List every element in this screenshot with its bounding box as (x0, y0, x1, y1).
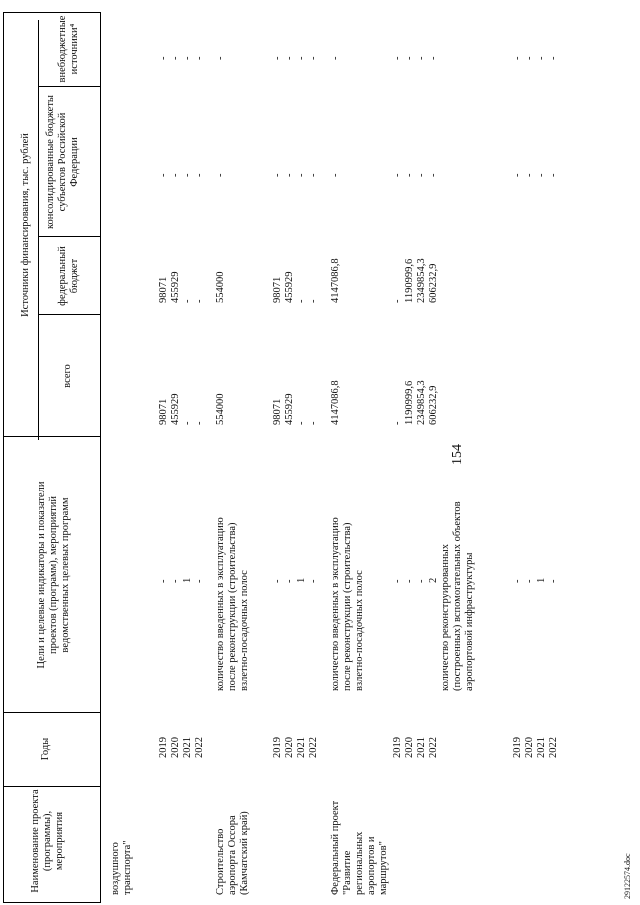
row-goal: - (548, 579, 559, 583)
row-regional: - (182, 173, 193, 177)
row-goal: - (272, 579, 283, 583)
row-total: - (392, 421, 403, 425)
row-goal: 2 (428, 577, 439, 583)
row-goal: - (416, 579, 427, 583)
col-divider-reg-ext (38, 86, 101, 87)
row-goal: - (158, 579, 169, 583)
row-extra: - (194, 56, 205, 60)
row-federal: - (296, 299, 307, 303)
row-federal: 98071 (272, 276, 283, 303)
row-extra: - (428, 56, 439, 60)
row-total: 98071 (272, 398, 283, 425)
header-funding-group: Источники финансирования, тыс. рублей (20, 133, 31, 317)
row-goal: количество реконструированных (построенных) вспомогательных объектов аэропортовой инфраструктуры (440, 501, 475, 691)
row-year: 2022 (194, 737, 205, 758)
header-federal: федеральный бюджет (57, 246, 80, 306)
row-regional: - (524, 173, 535, 177)
row-year: 2019 (158, 737, 169, 758)
row-goal: - (404, 579, 415, 583)
header-extra: внебюджетные источники⁴ (57, 15, 80, 83)
row-regional: - (428, 173, 439, 177)
row-total: - (182, 421, 193, 425)
row-regional: - (215, 173, 226, 177)
col-divider-right (3, 12, 101, 13)
row-extra: - (170, 56, 181, 60)
row-total: 455929 (170, 393, 181, 425)
col-divider-years (3, 902, 101, 903)
row-year: 2022 (428, 737, 439, 758)
row-year: 2019 (272, 737, 283, 758)
row-extra: - (392, 56, 403, 60)
row-extra: - (182, 56, 193, 60)
row-federal: 1190999,6 (404, 258, 415, 303)
row-extra: - (308, 56, 319, 60)
row-regional: - (158, 173, 169, 177)
row-extra: - (404, 56, 415, 60)
row-extra: - (536, 56, 547, 60)
col-divider-years-goals (3, 712, 101, 713)
row-extra: - (416, 56, 427, 60)
row-year: 2019 (512, 737, 523, 758)
row-year: 2022 (308, 737, 319, 758)
row-total: 554000 (215, 393, 226, 425)
row-goal: - (512, 579, 523, 583)
row-year: 2021 (182, 737, 193, 758)
row-federal: 4147086,8 (330, 258, 341, 303)
row-total: - (194, 421, 205, 425)
row-regional: - (512, 173, 523, 177)
row-federal: - (392, 299, 403, 303)
row-goal: 1 (536, 577, 547, 583)
row-year: 2022 (548, 737, 559, 758)
row-goal: количество введенных в эксплуатацию после реконструкции (строительства) взлетно-посадочных полос (215, 517, 250, 691)
row-extra: - (215, 56, 226, 60)
row-year: 2021 (536, 737, 547, 758)
col-divider-fed-reg (38, 236, 101, 237)
header-total: всего (62, 364, 73, 388)
row-federal: 455929 (170, 271, 181, 303)
row-federal: 455929 (284, 271, 295, 303)
row-regional: - (330, 173, 341, 177)
row-regional: - (536, 173, 547, 177)
row-year: 2020 (524, 737, 535, 758)
row-total: 1190999,6 (404, 380, 415, 425)
row-extra: - (272, 56, 283, 60)
row-regional: - (548, 173, 559, 177)
row-total: 606232,9 (428, 385, 439, 425)
row-federal: 554000 (215, 271, 226, 303)
row-year: 2021 (296, 737, 307, 758)
header-name: Наименование проекта (программы), мероприятия (30, 789, 65, 893)
row-regional: - (194, 173, 205, 177)
row-regional: - (416, 173, 427, 177)
row-extra: - (296, 56, 307, 60)
row-extra: - (284, 56, 295, 60)
row-federal: 2349854,3 (416, 258, 427, 303)
header-years: Годы (40, 737, 51, 761)
row-federal: 606232,9 (428, 263, 439, 303)
row-goal: - (524, 579, 535, 583)
row-goal: количество введенных в эксплуатацию после реконструкции (строительства) взлетно-посадочных полос (330, 517, 365, 691)
col-divider-total-fed (38, 314, 101, 315)
row-goal: 1 (296, 577, 307, 583)
row-total: 2349854,3 (416, 380, 427, 425)
row-year: 2019 (392, 737, 403, 758)
row-federal: 98071 (158, 276, 169, 303)
row-year: 2020 (170, 737, 181, 758)
header-regional: консолидированные бюджеты субъектов Российской Федерации (45, 95, 80, 230)
row-extra: - (158, 56, 169, 60)
row-total: 455929 (284, 393, 295, 425)
page-number: 154 (450, 444, 465, 465)
row-regional: - (284, 173, 295, 177)
row-goal: - (392, 579, 403, 583)
table-top-border (3, 13, 4, 903)
row-total: - (296, 421, 307, 425)
document-id: 29122574.doc (623, 853, 632, 899)
row-regional: - (392, 173, 403, 177)
row-year: 2021 (416, 737, 427, 758)
row-total: 98071 (158, 398, 169, 425)
col-divider-goals-total (3, 436, 101, 437)
row-federal: - (308, 299, 319, 303)
header-goals: Цели и целевые индикаторы и показатели проектов (программ), мероприятий ведомственных целевых программ (36, 481, 71, 669)
row-goal: 1 (182, 577, 193, 583)
row-goal: - (308, 579, 319, 583)
row-regional: - (272, 173, 283, 177)
header-bottom-border (100, 13, 101, 903)
row-name: воздушного транспорта" (110, 840, 133, 895)
row-total: - (308, 421, 319, 425)
row-extra: - (548, 56, 559, 60)
row-goal: - (284, 579, 295, 583)
row-extra: - (524, 56, 535, 60)
row-regional: - (296, 173, 307, 177)
row-extra: - (512, 56, 523, 60)
row-year: 2020 (404, 737, 415, 758)
row-name: Федеральный проект "Развитие региональных аэропортов и маршрутов" (330, 800, 389, 895)
row-federal: - (194, 299, 205, 303)
row-regional: - (404, 173, 415, 177)
row-extra: - (330, 56, 341, 60)
row-goal: - (194, 579, 205, 583)
row-total: 4147086,8 (330, 380, 341, 425)
row-year: 2020 (284, 737, 295, 758)
row-name: Строительство аэропорта Оссора (Камчатский край) (215, 811, 250, 895)
row-regional: - (308, 173, 319, 177)
funding-group-border (38, 20, 39, 440)
row-regional: - (170, 173, 181, 177)
row-goal: - (170, 579, 181, 583)
row-federal: - (182, 299, 193, 303)
